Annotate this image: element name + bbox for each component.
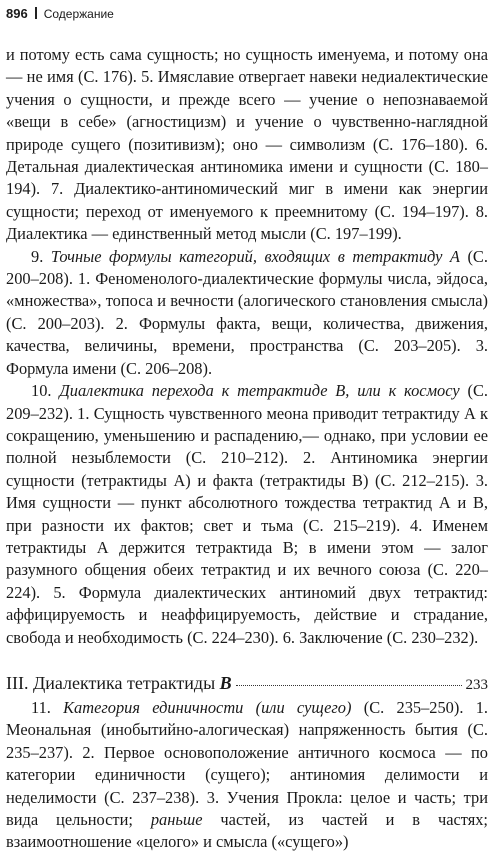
section-letter: В bbox=[219, 672, 232, 693]
toc-text: (С. 235–250). 1. Меональная (инобытийно-алогическая) напряженность бытия (С. 235–237). 2. Первое основоположение античного космоса — по категории единичности (сущего); антиномия делимости и неделимости (С. 237–238). 3. Учения Прокла: целое и часть; три вида цельности; bbox=[6, 697, 488, 829]
leader-dots bbox=[236, 685, 462, 686]
toc-title: Категория единичности (или сущего) bbox=[63, 697, 352, 717]
toc-number: 11. bbox=[31, 697, 51, 717]
section-heading bbox=[6, 671, 488, 697]
header-divider bbox=[35, 7, 37, 19]
toc-text: частей, из частей и в частях; взаимоотношение «целого» и смысла («сущего») bbox=[6, 810, 488, 852]
toc-text: (С. 209–232). 1. Сущность чувственного меона приводит тетрактиду А к сокращению, уменьшению и распадению,— однако, при условии ее полной незыблемости (С. 210–212). 2. Антиномика энергии сущности (тетрактиды А) и факта (тетрактиды В) (С. 212–215). 3. Имя сущности — пункт абсолютного тождества тетрактид А и В, при разности их фактов; свет и тьма (С. 215–219). 4. Именем тетрактиды А держится тетрактида В; в имени этом — залог разумного общения обеих тетрактид и их вечного союза (С. 220–224). 5. Формула диалектических антиномий двух тетрактид: аффицируемость и неаффицируемость, действие и страдание, свобода и необходимость (С. 224–230). 6. Заключение (С. 230–232). bbox=[6, 381, 488, 647]
running-header bbox=[6, 6, 114, 22]
toc-emphasis: раньше bbox=[150, 810, 203, 829]
page-number: 896 bbox=[6, 6, 28, 21]
toc-title: Диалектика перехода к тетрактиде B, или к космосу bbox=[59, 381, 460, 401]
toc-text: (С. 200–208). 1. Феноменолого-диалектические формулы числа, эйдоса, «множества», топоса и вечности (алогического становления смысла) (С. 200–203). 2. Формулы факта, вещи, количества, движения, качества, величины, времени, пространства (С. 203–205). 3. Формула имени (С. 206–208). bbox=[6, 246, 488, 378]
toc-body bbox=[6, 44, 488, 854]
toc-paragraph bbox=[6, 380, 488, 649]
header-title: Содержание bbox=[43, 7, 114, 21]
section-page-number: 233 bbox=[465, 676, 488, 693]
toc-paragraph bbox=[6, 246, 488, 380]
toc-number: 10. bbox=[31, 381, 52, 401]
toc-title: Точные формулы категорий, входящих в тетрактиду А bbox=[50, 246, 460, 266]
section-label: III. Диалектика тетрактиды В bbox=[6, 672, 232, 693]
toc-number: 9. bbox=[31, 246, 44, 266]
toc-paragraph: и потому есть сама сущность; но сущность именуема, и потому она — не имя (С. 176). 5. Имяславие отвергает навеки недиалектические учения о сущности, и прежде всего — учение о непознаваемой «вещи в себе» (агностицизм) и учение о чувственно-наглядной природе сущего (позитивизм); оно — символизм (С. 176–180). 6. Детальная диалектическая антиномика имени и сущности (С. 180–194). 7. Диалектико-антиномический миг в имени как энергии сущности; переход от именуемого к преемнитому (С. 194–197). 8. Диалектика — единственный метод мысли (С. 197–199). bbox=[6, 45, 488, 244]
toc-paragraph bbox=[6, 697, 488, 854]
